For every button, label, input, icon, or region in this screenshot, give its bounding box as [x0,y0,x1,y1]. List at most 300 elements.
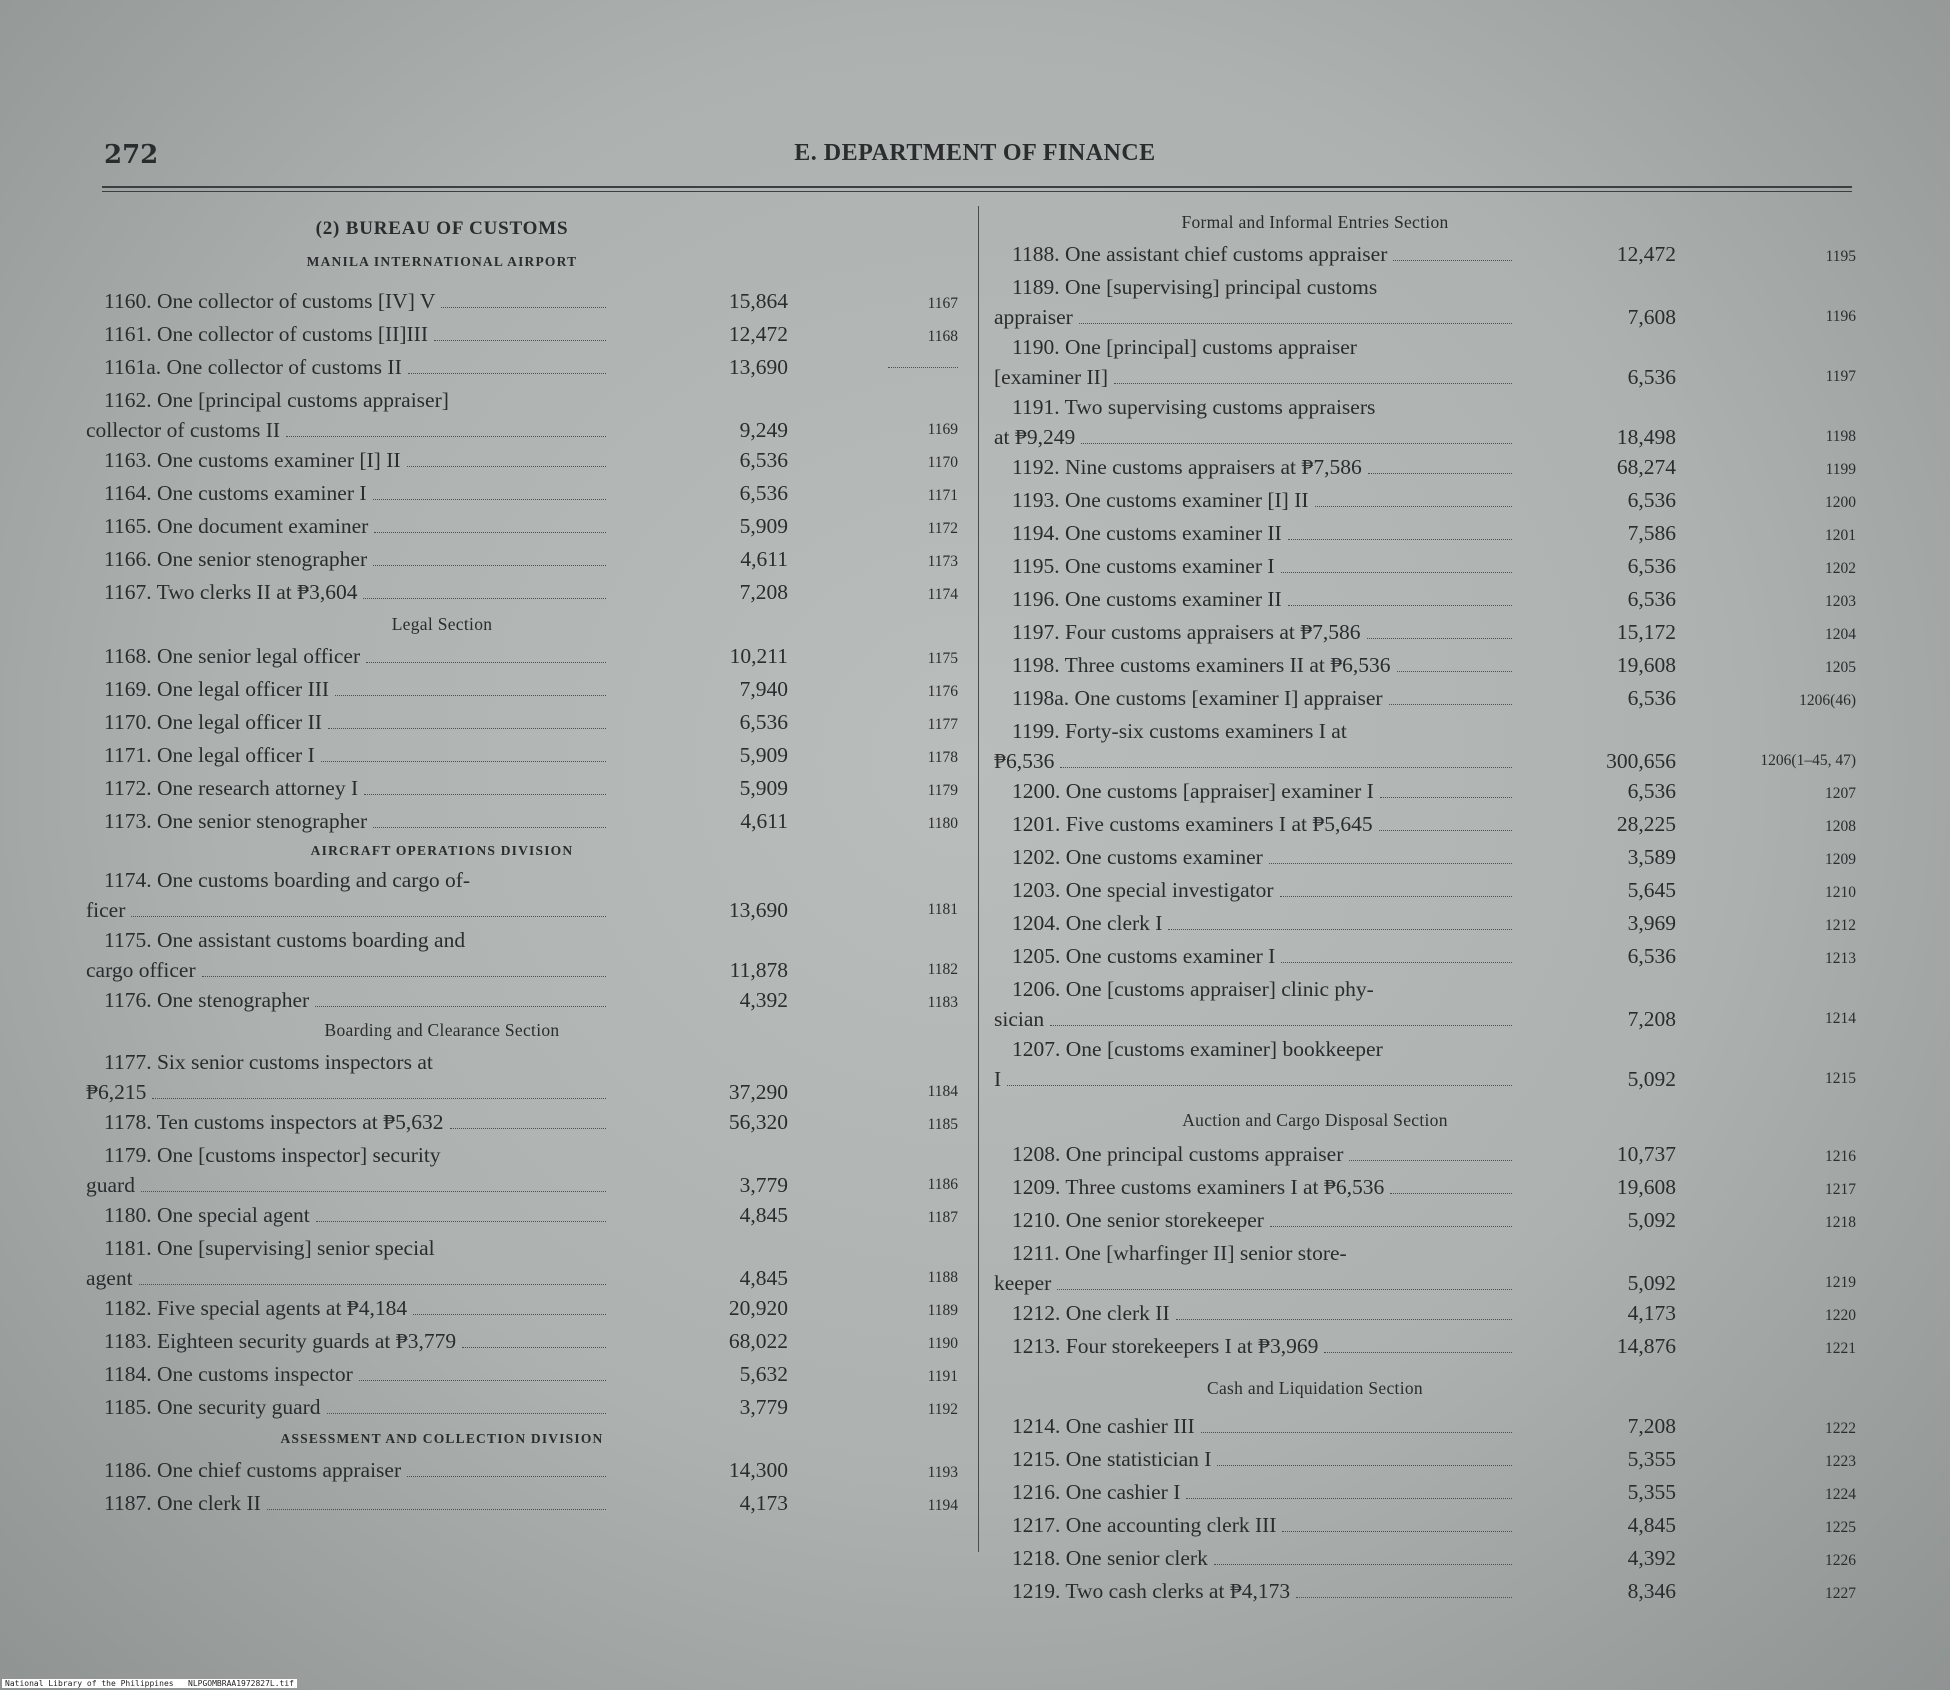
dot-leader [1214,1564,1512,1565]
entry-description [86,1233,608,1293]
entry-description [86,478,608,508]
entry-description [86,641,608,671]
entry-text: 1169. One legal officer III [104,677,330,701]
entry-text-line2: keeper [994,1271,1052,1295]
budget-entry [86,1107,958,1140]
budget-entry [86,544,958,577]
entry-reference: 1225 [1825,1519,1856,1536]
entry-text-line1: 1207. One [customs examiner] bookkeeper [1012,1037,1383,1061]
budget-entry [994,551,1856,584]
section-heading: Formal and Informal Entries Section [1181,212,1449,232]
entry-amount: 300,656 [1606,749,1676,773]
budget-entry [86,1233,958,1293]
dot-leader [1281,962,1512,963]
entry-reference: 1213 [1825,950,1856,967]
budget-entry [86,773,958,806]
entry-text: 1205. One customs examiner I [1012,944,1276,968]
entry-amount: 56,320 [728,1110,788,1134]
entry-text-line2: ficer [86,898,126,922]
entry-amount: 19,608 [1616,653,1676,677]
file-name: NLPGOMBRAA1972827L.tif [188,1679,294,1688]
dot-leader [359,1380,606,1381]
page-number: 272 [104,140,159,170]
entry-amount: 13,690 [728,355,788,379]
entry-description [994,1298,1514,1328]
budget-entry [86,806,958,839]
dot-leader [316,1221,606,1222]
budget-entry [994,716,1856,776]
entry-amount: 3,969 [1627,911,1676,935]
entry-amount: 6,536 [1627,365,1676,389]
entry-reference: 1195 [1825,248,1856,265]
entry-text: 1201. Five customs examiners I at ₱5,645 [1012,812,1373,836]
entry-reference: 1210 [1825,884,1856,901]
entry-text-line2: sician [994,1007,1045,1031]
budget-entry [994,485,1856,518]
entry-reference: 1223 [1825,1453,1856,1470]
budget-entry [994,683,1856,716]
entry-text: 1195. One customs examiner I [1012,554,1275,578]
entry-reference: 1168 [927,328,958,345]
budget-entry [994,1238,1856,1298]
dot-leader [1217,1465,1512,1466]
dot-leader [441,307,606,308]
entry-amount: 6,536 [739,448,788,472]
entry-text-line1: 1181. One [supervising] senior special [104,1236,435,1260]
entry-text: 1188. One assistant chief customs appraiser [1012,242,1388,266]
entry-reference: 1206(1–45, 47) [1760,752,1856,769]
entry-description [86,674,608,704]
dot-leader [1288,605,1512,606]
entry-amount: 5,092 [1627,1067,1676,1091]
entry-text: 1166. One senior stenographer [104,547,368,571]
budget-entry [994,272,1856,332]
entry-reference: 1222 [1825,1420,1856,1437]
entry-text: 1213. Four storekeepers I at ₱3,969 [1012,1334,1319,1358]
entry-reference: 1167 [927,295,958,312]
budget-entry [994,332,1856,392]
column-divider [978,206,979,1552]
dot-leader [1186,1498,1512,1499]
entry-description [994,1139,1514,1169]
budget-entry [994,1034,1856,1094]
entry-amount: 15,864 [728,289,788,313]
entry-amount: 9,249 [739,418,788,442]
entry-reference: 1216 [1825,1148,1856,1165]
dot-leader [407,466,606,467]
entry-amount: 14,876 [1616,1334,1676,1358]
budget-entry [86,1488,958,1521]
dot-leader [1114,383,1512,384]
budget-entry [86,865,958,925]
entry-amount: 7,208 [1627,1414,1676,1438]
entry-text: 1217. One accounting clerk III [1012,1513,1277,1537]
entry-description [86,1140,608,1200]
dot-leader [1390,1193,1512,1194]
entry-description [994,332,1514,392]
entry-description [994,485,1514,515]
entry-text-line2: guard [86,1173,135,1197]
dot-leader [363,598,606,599]
entry-amount: 7,208 [739,580,788,604]
budget-entry [86,641,958,674]
entry-amount: 6,536 [739,710,788,734]
entry-reference: 1227 [1825,1585,1856,1602]
entry-reference: 1190 [927,1335,958,1352]
entry-text: 1193. One customs examiner [I] II [1012,488,1309,512]
entry-amount: 5,645 [1627,878,1676,902]
entry-reference: 1177 [927,716,958,733]
entry-text: 1204. One clerk I [1012,911,1163,935]
entries-block [994,239,1856,1094]
entry-text: 1214. One cashier III [1012,1414,1195,1438]
entries-block [86,1047,958,1425]
dot-leader [286,436,606,437]
entry-reference: 1206(46) [1799,692,1856,709]
entry-text: 1200. One customs [appraiser] examiner I [1012,779,1374,803]
entry-description [994,551,1514,581]
header-rule [102,186,1852,188]
entry-amount: 6,536 [739,481,788,505]
entry-description [994,776,1514,806]
entry-reference: 1217 [1825,1181,1856,1198]
entry-reference: 1208 [1825,818,1856,835]
entry-description [994,518,1514,548]
dot-leader [1050,1025,1512,1026]
entry-amount: 5,092 [1627,1208,1676,1232]
entry-amount: 18,498 [1616,425,1676,449]
entry-amount: 11,878 [729,958,788,982]
entry-amount: 5,092 [1627,1271,1676,1295]
dot-leader [1368,473,1512,474]
entry-description [994,941,1514,971]
entry-description [994,809,1514,839]
budget-entry [994,1172,1856,1205]
entry-description [994,1444,1514,1474]
entry-description [994,1477,1514,1507]
budget-entry [994,1543,1856,1576]
dot-leader [1176,1319,1512,1320]
entry-reference: 1218 [1825,1214,1856,1231]
entry-description [994,650,1514,680]
section-heading: Cash and Liquidation Section [1207,1378,1423,1398]
entry-reference: 1180 [927,815,958,832]
entry-reference: 1207 [1825,785,1856,802]
entry-description [994,974,1514,1034]
dot-leader [1379,830,1512,831]
entry-description [994,1543,1514,1573]
entries-block [86,286,958,610]
entry-description [994,875,1514,905]
left-column [86,204,958,1521]
entry-reference: 1199 [1825,461,1856,478]
dot-leader [373,565,606,566]
entry-description [86,1326,608,1356]
entry-reference: 1184 [927,1083,958,1100]
dot-leader [335,695,606,696]
entry-description [994,842,1514,872]
section-heading: Auction and Cargo Disposal Section [1182,1110,1448,1130]
entry-text: 1210. One senior storekeeper [1012,1208,1264,1232]
entry-text-line1: 1206. One [customs appraiser] clinic phy- [1012,977,1374,1001]
entry-amount: 3,779 [739,1173,788,1197]
dot-leader [202,976,606,977]
entry-text-line1: 1191. Two supervising customs appraisers [1012,395,1376,419]
entry-amount: 4,173 [1627,1301,1676,1325]
right-column [994,204,1856,1609]
entry-text: 1160. One collector of customs [IV] V [104,289,436,313]
dot-leader [366,662,606,663]
budget-entry [86,577,958,610]
entry-reference: 1203 [1825,593,1856,610]
entry-amount: 10,737 [1616,1142,1676,1166]
budget-entry [86,352,958,385]
dot-leader [413,1314,606,1315]
entry-amount: 3,589 [1627,845,1676,869]
entry-description [86,1392,608,1422]
entry-reference: 1204 [1825,626,1856,643]
entry-description [994,1172,1514,1202]
entries-block [86,641,958,839]
entry-description [86,544,608,574]
entry-description [994,1411,1514,1441]
dot-leader [1079,323,1512,324]
entry-description [86,1488,608,1518]
budget-entry [994,875,1856,908]
budget-entry [994,809,1856,842]
entry-text: 1178. Ten customs inspectors at ₱5,632 [104,1110,444,1134]
entry-description [86,985,608,1015]
dot-leader [1201,1432,1512,1433]
entries-block [994,1139,1856,1364]
entry-reference: 1205 [1825,659,1856,676]
budget-entry [86,985,958,1018]
entry-description [86,445,608,475]
dot-leader [1060,767,1512,768]
entry-reference: 1189 [927,1302,958,1319]
section-heading: Boarding and Clearance Section [324,1020,560,1040]
entry-description [86,352,608,382]
dot-leader [373,827,606,828]
entry-text: 1182. Five special agents at ₱4,184 [104,1296,408,1320]
entries-block [86,1455,958,1521]
entry-amount: 5,909 [739,776,788,800]
entry-text-line2: I [994,1067,1002,1091]
entry-reference: 1182 [927,961,958,978]
entry-text: 1180. One special agent [104,1203,310,1227]
budget-entry [994,1477,1856,1510]
dot-leader [450,1128,607,1129]
entry-text-line1: 1162. One [principal customs appraiser] [104,388,449,412]
entry-amount: 14,300 [728,1458,788,1482]
dot-leader [1393,260,1512,261]
entry-reference: 1197 [1825,368,1856,385]
entry-text-line1: 1190. One [principal] customs appraiser [1012,335,1357,359]
dot-leader [1282,1531,1512,1532]
entry-text: 1212. One clerk II [1012,1301,1170,1325]
dot-leader [1269,863,1512,864]
entry-text: 1167. Two clerks II at ₱3,604 [104,580,358,604]
entry-text: 1161. One collector of customs [II]III [104,322,428,346]
dot-leader [141,1191,606,1192]
page-title: E. DEPARTMENT OF FINANCE [794,140,1156,166]
entry-text: 1170. One legal officer II [104,710,322,734]
entry-text-line2: at ₱9,249 [994,425,1076,449]
dot-leader [408,373,606,374]
entry-description [994,452,1514,482]
entry-reference: 1214 [1825,1010,1856,1027]
budget-entry [994,584,1856,617]
entry-description [994,1238,1514,1298]
dot-leader [374,532,606,533]
dot-leader [131,916,606,917]
budget-entry [994,776,1856,809]
bureau-heading: (2) BUREAU OF CUSTOMS [315,218,569,239]
entry-amount: 4,845 [739,1266,788,1290]
entry-amount: 4,392 [739,988,788,1012]
budget-entry [994,617,1856,650]
entry-text: 1215. One statistician I [1012,1447,1212,1471]
entry-reference: 1193 [927,1464,958,1481]
budget-entry [86,1293,958,1326]
dot-leader [1270,1226,1512,1227]
entry-amount: 4,611 [740,547,788,571]
entry-description [86,1107,608,1137]
entry-reference: 1172 [927,520,958,537]
dot-leader [1280,896,1512,897]
entry-reference: 1173 [927,553,958,570]
dot-leader [328,728,606,729]
entry-reference: 1202 [1825,560,1856,577]
entry-text: 1183. Eighteen security guards at ₱3,779 [104,1329,457,1353]
entry-amount: 5,632 [739,1362,788,1386]
entry-amount: 15,172 [1616,620,1676,644]
entry-text: 1198. Three customs examiners II at ₱6,536 [1012,653,1391,677]
entry-text-line1: 1189. One [supervising] principal customs [1012,275,1378,299]
budget-entry [994,1444,1856,1477]
library-credit: National Library of the Philippines [5,1679,174,1688]
header-rule-thin [102,191,1852,192]
entry-description [994,1331,1514,1361]
entry-text: 1187. One clerk II [104,1491,261,1515]
entry-text-line2: collector of customs II [86,418,281,442]
entry-text: 1194. One customs examiner II [1012,521,1282,545]
entry-text: 1218. One senior clerk [1012,1546,1208,1570]
entry-amount: 5,909 [739,514,788,538]
entry-reference: 1209 [1825,851,1856,868]
entry-text: 1176. One stenographer [104,988,310,1012]
entry-amount: 6,536 [1627,686,1676,710]
entry-description [86,1455,608,1485]
entry-reference: 1194 [927,1497,958,1514]
entry-reference: 1170 [927,454,958,471]
budget-entry [994,1331,1856,1364]
entry-text: 1208. One principal customs appraiser [1012,1142,1344,1166]
dot-leader [1324,1352,1512,1353]
entry-amount: 20,920 [728,1296,788,1320]
entry-amount: 10,211 [729,644,788,668]
entry-description [86,1359,608,1389]
entry-amount: 12,472 [728,322,788,346]
division-heading: ASSESSMENT AND COLLECTION DIVISION [280,1431,604,1446]
entry-reference: 1181 [927,901,958,918]
entry-description [86,385,608,445]
entry-text-line1: 1211. One [wharfinger II] senior store- [1012,1241,1347,1265]
dot-leader [1380,797,1512,798]
entry-reference: 1178 [927,749,958,766]
budget-entry [86,445,958,478]
entry-reference: 1187 [927,1209,958,1226]
budget-entry [86,1140,958,1200]
entry-text-line1: 1174. One customs boarding and cargo of- [104,868,471,892]
entry-amount: 4,392 [1627,1546,1676,1570]
dot-leader [315,1006,606,1007]
budget-entry [994,650,1856,683]
budget-entry [86,286,958,319]
entry-text: 1192. Nine customs appraisers at ₱7,586 [1012,455,1362,479]
dot-leader [373,499,606,500]
entry-description [86,740,608,770]
entry-amount: 4,611 [740,809,788,833]
entry-reference: 1188 [927,1269,958,1286]
entry-text: 1202. One customs examiner [1012,845,1263,869]
budget-entry [994,518,1856,551]
entries-block [994,1411,1856,1609]
budget-entry [994,1510,1856,1543]
entry-description [86,1047,608,1107]
entry-amount: 4,845 [1627,1513,1676,1537]
entry-text: 1171. One legal officer I [104,743,315,767]
entry-amount: 6,536 [1627,554,1676,578]
entry-reference: 1183 [927,994,958,1011]
entry-description [86,925,608,985]
entry-reference: 1191 [927,1368,958,1385]
section-heading: Legal Section [391,614,493,634]
budget-entry [86,1455,958,1488]
dot-leader [327,1413,606,1414]
budget-entry [994,941,1856,974]
dot-leader [1007,1085,1512,1086]
entry-text-line2: agent [86,1266,133,1290]
budget-entry [86,925,958,985]
entries-block [86,865,958,1018]
entry-amount: 7,940 [739,677,788,701]
entry-amount: 4,173 [739,1491,788,1515]
entry-description [994,1034,1514,1094]
entry-amount: 4,845 [739,1203,788,1227]
entry-amount: 12,472 [1616,242,1676,266]
entry-description [86,577,608,607]
entry-text: 1173. One senior stenographer [104,809,368,833]
entry-description [86,865,608,925]
dot-leader [321,761,606,762]
budget-entry [86,740,958,773]
budget-entry [994,974,1856,1034]
entry-text-line2: ₱6,536 [994,749,1055,773]
budget-entry [86,1326,958,1359]
entry-reference: 1215 [1825,1070,1856,1087]
entry-text-line1: 1175. One assistant customs boarding and [104,928,466,952]
entry-amount: 5,909 [739,743,788,767]
dot-leader [462,1347,606,1348]
entry-amount: 6,536 [1627,779,1676,803]
entry-reference: 1212 [1825,917,1856,934]
entry-description [994,584,1514,614]
entry-reference: 1221 [1825,1340,1856,1357]
dot-leader [1315,506,1512,507]
dot-leader [267,1509,606,1510]
entry-text: 1163. One customs examiner [I] II [104,448,401,472]
